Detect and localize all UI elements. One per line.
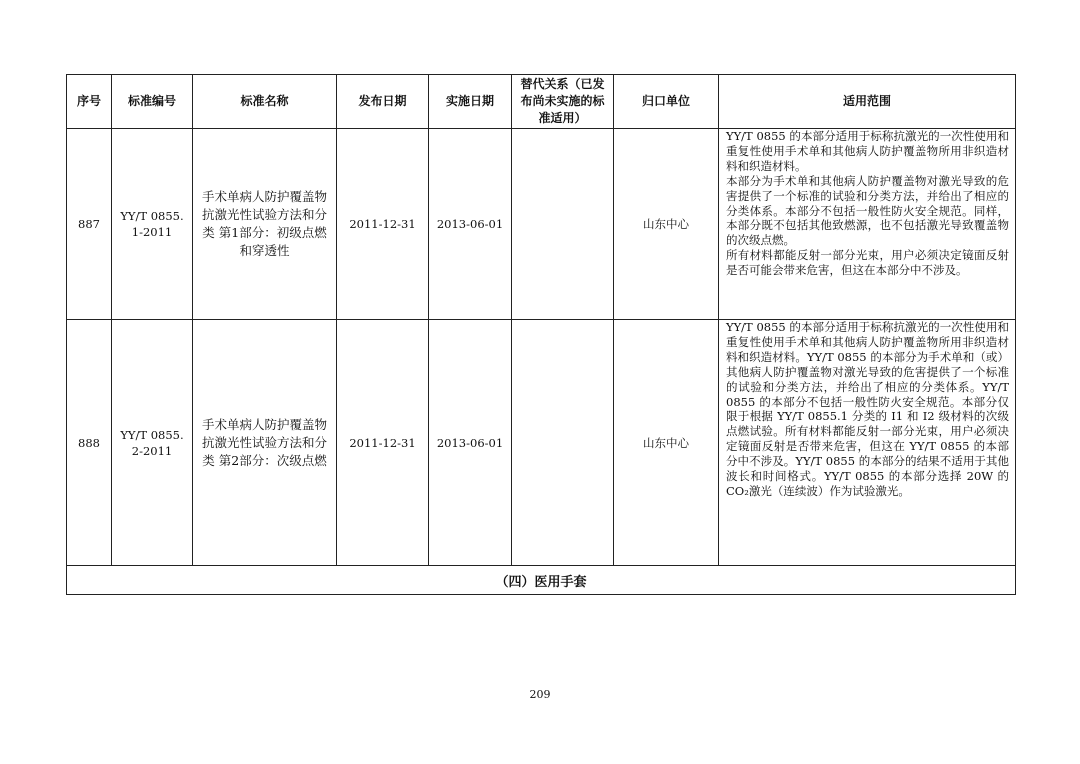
code-line: YY/T 0855. <box>120 209 184 223</box>
code-line: YY/T 0855. <box>120 427 184 442</box>
table-row <box>67 129 1016 320</box>
code-line: 1-2011 <box>131 225 173 239</box>
scope-paragraph: YY/T 0855 的本部分适用于标称抗激光的一次性使用和重复性使用手术单和其他病人防护覆盖物所用非织造材料和织造材料。 <box>726 129 1009 173</box>
header-unit: 归口单位 <box>614 75 719 129</box>
cell-replace <box>512 320 614 566</box>
code-line: 2-2011 <box>131 443 173 458</box>
header-row <box>67 75 1016 129</box>
scope-paragraph: YY/T 0855 的本部分适用于标称抗激光的一次性使用和重复性使用手术单和其他病人防护覆盖物所用非织造材料和织造材料。YY/T 0855 的本部分为手术单和（或）其他病人防护覆盖物对激光导致的危害提供了一个标准的试验和分类方法，并给出了相应的分类体系。YY/T 0855 的本部分不包括一般性防火安全规范。本部分仅限于根据 YY/T 0855.1 分类的 I1 和 I2 级材料的次级点燃试验。所有材料都能反射一部分光束，用户必须决定镜面反射是否带来危害，但这在 YY/T 0855 的本部分中不涉及。YY/T 0855 的本部分的结果不适用于其他波长和时间格式。YY/T 0855 的本部分选择 20W 的 CO₂激光（连续波）作为试验激光。 <box>726 320 1009 498</box>
header-name: 标准名称 <box>193 75 337 129</box>
cell-name: 手术单病人防护覆盖物抗激光性试验方法和分类 第1部分：初级点燃和穿透性 <box>193 129 337 320</box>
page-number: 209 <box>529 688 551 701</box>
cell-seq: 888 <box>67 320 112 566</box>
cell-scope <box>719 320 1016 566</box>
cell-code <box>112 320 193 566</box>
standards-table <box>66 74 1016 595</box>
header-code: 标准编号 <box>112 75 193 129</box>
section-row <box>67 566 1016 595</box>
header-publish-date: 发布日期 <box>337 75 429 129</box>
cell-replace <box>512 129 614 320</box>
header-effective-date: 实施日期 <box>429 75 512 129</box>
cell-publish-date: 2011-12-31 <box>337 320 429 566</box>
table-row <box>67 320 1016 566</box>
cell-effective-date: 2013-06-01 <box>429 129 512 320</box>
scope-paragraph: 所有材料都能反射一部分光束，用户必须决定镜面反射是否可能会带来危害，但这在本部分中不涉及。 <box>726 248 1009 278</box>
header-scope: 适用范围 <box>719 75 1016 129</box>
cell-effective-date: 2013-06-01 <box>429 320 512 566</box>
cell-name: 手术单病人防护覆盖物抗激光性试验方法和分类 第2部分：次级点燃 <box>193 320 337 566</box>
cell-code <box>112 129 193 320</box>
cell-unit: 山东中心 <box>614 320 719 566</box>
cell-scope <box>719 129 1016 320</box>
cell-unit: 山东中心 <box>614 129 719 320</box>
header-seq: 序号 <box>67 75 112 129</box>
cell-publish-date: 2011-12-31 <box>337 129 429 320</box>
section-title: （四）医用手套 <box>67 566 1016 595</box>
cell-seq: 887 <box>67 129 112 320</box>
header-replace: 替代关系（已发布尚未实施的标准适用） <box>512 75 614 129</box>
scope-paragraph: 本部分为手术单和其他病人防护覆盖物对激光导致的危害提供了一个标准的试验和分类方法，并给出了相应的分类体系。本部分不包括一般性防火安全规范。同样，本部分既不包括其他致燃源，也不包括激光导致覆盖物的次级点燃。 <box>726 173 1009 248</box>
